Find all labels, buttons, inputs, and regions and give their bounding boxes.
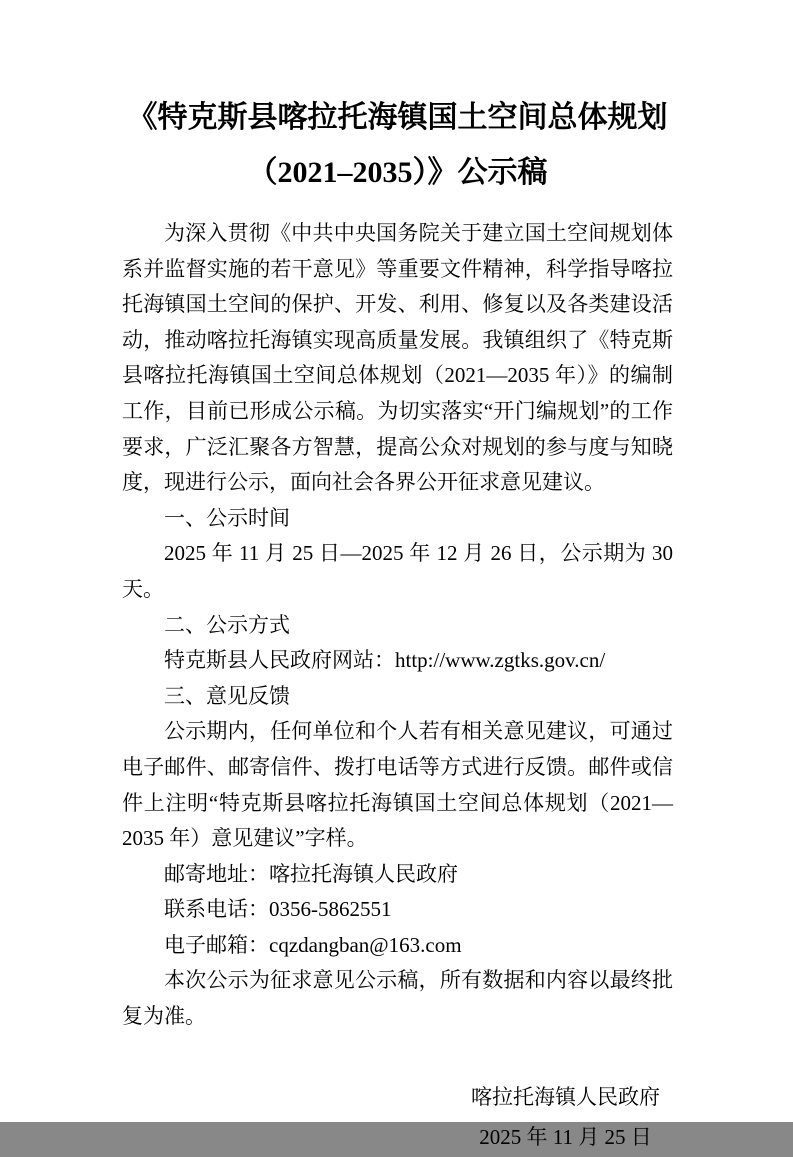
signature-date: 2025 年 11 月 25 日 <box>479 1124 652 1149</box>
section-body-2-website-line: 特克斯县人民政府网站：http://www.zgtks.gov.cn/ <box>164 648 606 673</box>
contact-email: 电子邮箱：cqzdangban@163.com <box>164 932 462 957</box>
section-heading-2: 二、公示方式 <box>164 612 290 637</box>
section-heading-1: 一、公示时间 <box>164 505 290 530</box>
intro-paragraph: 为深入贯彻《中共中央国务院关于建立国土空间规划体系并监督实施的若干意见》等重要文件精神，科学指导喀拉托海镇国土空间的保护、开发、利用、修复以及各类建设活动，推动喀拉托海镇实现高质量发展。我镇组织了《特克斯县喀拉托海镇国土空间总体规划（2021—2035 年）》的编制工作，目前已形成公示稿。为切实落实“开门编规划”的工作要求，广泛汇聚各方智慧，提高公众对规划的参与度与知晓度，现进行公示，面向社会各界公开征求意见建议。 <box>122 221 673 495</box>
contact-mail-address: 邮寄地址：喀拉托海镇人民政府 <box>164 861 458 886</box>
section-body-1: 2025 年 11 月 25 日—2025 年 12 月 26 日，公示期为 30 天。 <box>122 541 673 601</box>
signature-name: 喀拉托海镇人民政府 <box>471 1084 660 1109</box>
signature-block <box>471 1077 660 1157</box>
section-body-3: 公示期内，任何单位和个人若有相关意见建议，可通过电子邮件、邮寄信件、拨打电话等方式进行反馈。邮件或信件上注明“特克斯县喀拉托海镇国土空间总体规划（2021—2035 年）意见建议”字样。 <box>122 719 673 851</box>
section-heading-3: 三、意见反馈 <box>164 683 290 708</box>
disclaimer-paragraph: 本次公示为征求意见公示稿，所有数据和内容以最终批复为准。 <box>122 968 673 1029</box>
document-title <box>122 90 673 200</box>
document-body <box>122 216 673 1157</box>
contact-phone: 联系电话：0356-5862551 <box>164 897 392 922</box>
title-line-1: 《特克斯县喀拉托海镇国土空间总体规划 <box>127 101 668 134</box>
title-line-2: （2021–2035）》公示稿 <box>247 156 548 189</box>
